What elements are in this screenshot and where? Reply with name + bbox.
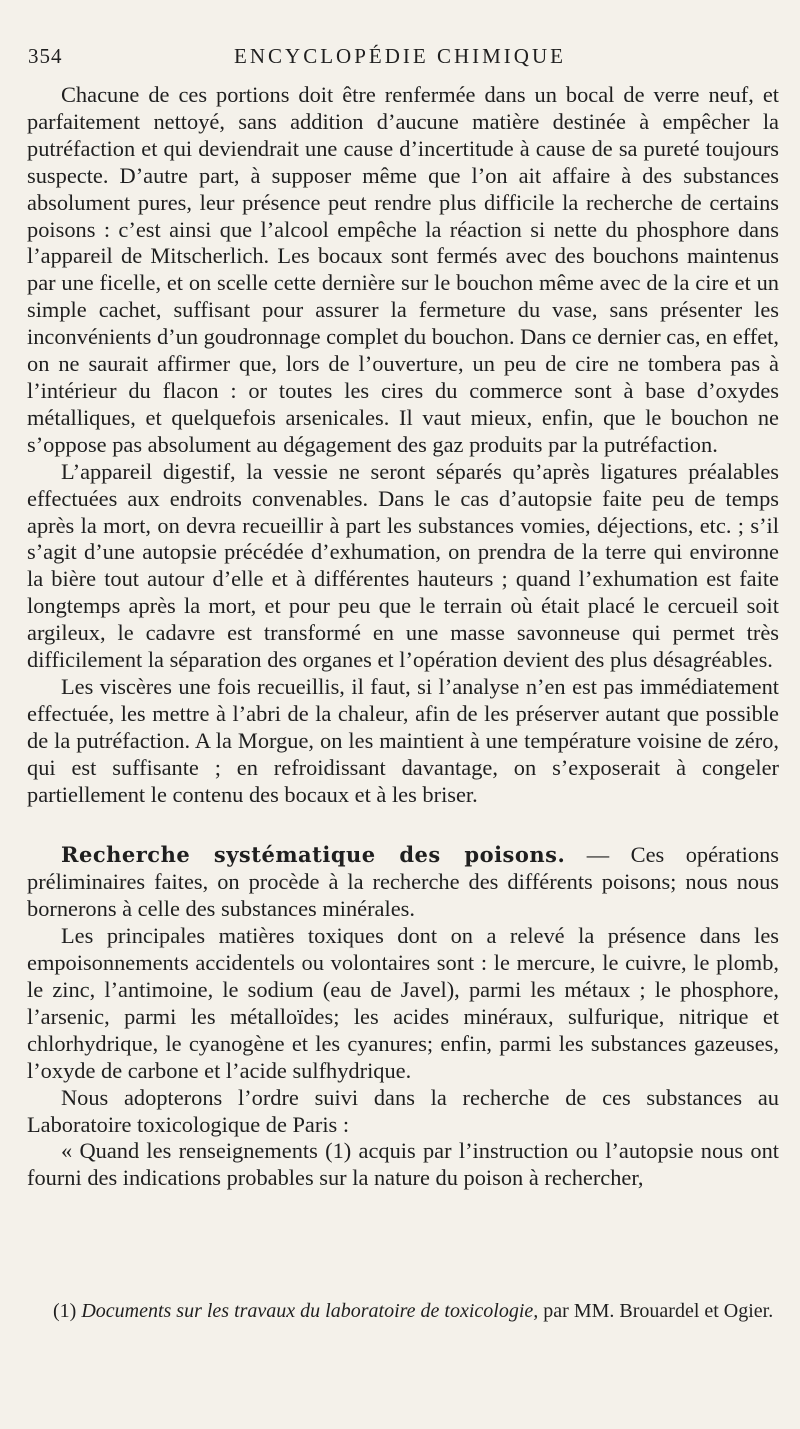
section-paragraph	[27, 842, 779, 923]
footnote-marker: (1)	[53, 1300, 77, 1322]
running-title: ENCYCLOPÉDIE CHIMIQUE	[234, 44, 566, 68]
paragraph-viscera-storage: Les viscères une fois recueillis, il faut, si l’analyse n’en est pas immédiatement effectuée, les mettre à l’abri de la chaleur, afin de les préserver autant que possible de la putréfaction. A la Morgue, on les maintient à une température voisine de zéro, qui est suffisante ; en refroidissant davantage, on s’exposerait à congeler partiellement le contenu des bocaux et à les briser.	[27, 673, 779, 807]
paragraph-order-followed: Nous adopterons l’ordre suivi dans la recherche de ces substances au Laboratoire toxicologique de Paris :	[27, 1084, 779, 1137]
footnote-authors: par MM. Brouardel et Ogier.	[543, 1300, 774, 1322]
running-head	[0, 44, 800, 74]
section-heading: Recherche systématique des poisons.	[61, 842, 566, 868]
body-text	[27, 82, 779, 1192]
paragraph-quotation-start: « Quand les renseignements (1) acquis par l’instruction ou l’autopsie nous ont fourni des indications probables sur la nature du poison à rechercher,	[27, 1138, 779, 1191]
paragraph-specimen-jars: Chacune de ces portions doit être renfermée dans un bocal de verre neuf, et parfaitement nettoyé, sans addition d’aucune matière destinée à empêcher la putréfaction et qui deviendrait une cause d’incertitude à cause de sa pureté toujours suspecte. D’autre part, à supposer même que l’on ait affaire à des substances absolument pures, leur présence peut rendre plus difficile la recherche de certains poisons : c’est ainsi que l’alcool empêche la réaction si nette du phosphore dans l’appareil de Mitscherlich. Les bocaux sont fermés avec des bouchons maintenus par une ficelle, et on scelle cette dernière sur le bouchon même avec de la cire et un simple cachet, suffisant pour assurer la fermeture du vase, sans présenter les inconvénients d’un goudronnage complet du bouchon. Dans ce dernier cas, en effet, on ne saurait affirmer que, lors de l’ouverture, un peu de cire ne tombera pas à l’intérieur du flacon : or toutes les cires du commerce sont à base d’oxydes métalliques, et quelquefois arsenicales. Il vaut mieux, enfin, que le bouchon ne s’oppose pas absolument au dégagement des gaz produits par la putréfaction.	[27, 82, 779, 457]
paragraph-digestive-apparatus: L’appareil digestif, la vessie ne seront séparés qu’après ligatures préalables effectuées aux endroits convenables. Dans le cas d’autopsie faite peu de temps après la mort, on devra recueillir à part les substances vomies, déjections, etc. ; s’il s’agit d’une autopsie précédée d’exhumation, on prendra de la terre qui environne la bière tout autour d’elle et à différentes hauteurs ; quand l’exhumation est faite longtemps après la mort, et pour peu que le terrain où était placé le cercueil soit argileux, le cadavre est transformé en une masse savonneuse qui permet très difficilement la séparation des organes et l’opération devient des plus désagréables.	[27, 458, 779, 673]
section-lead-text: — Ces opérations préliminaires faites, on procède à la recherche des différents poisons; nous nous bornerons à celle des substances minérales.	[27, 842, 779, 922]
paragraph-toxic-substances: Les principales matières toxiques dont on a relevé la présence dans les empoisonnements accidentels ou volontaires sont : le mercure, le cuivre, le plomb, le zinc, l’antimoine, le sodium (eau de Javel), parmi les métaux ; le phosphore, l’arsenic, parmi les métalloïdes; les acides minéraux, sulfurique, nitrique et chlorhydrique, le cyanogène et les cyanures; enfin, parmi les substances gazeuses, l’oxyde de carbone et l’acide sulfhydrique.	[27, 923, 779, 1083]
footnote-title: Documents sur les travaux du laboratoire de toxicologie,	[81, 1300, 539, 1322]
footnote	[27, 1297, 779, 1325]
page-number: 354	[28, 44, 63, 68]
